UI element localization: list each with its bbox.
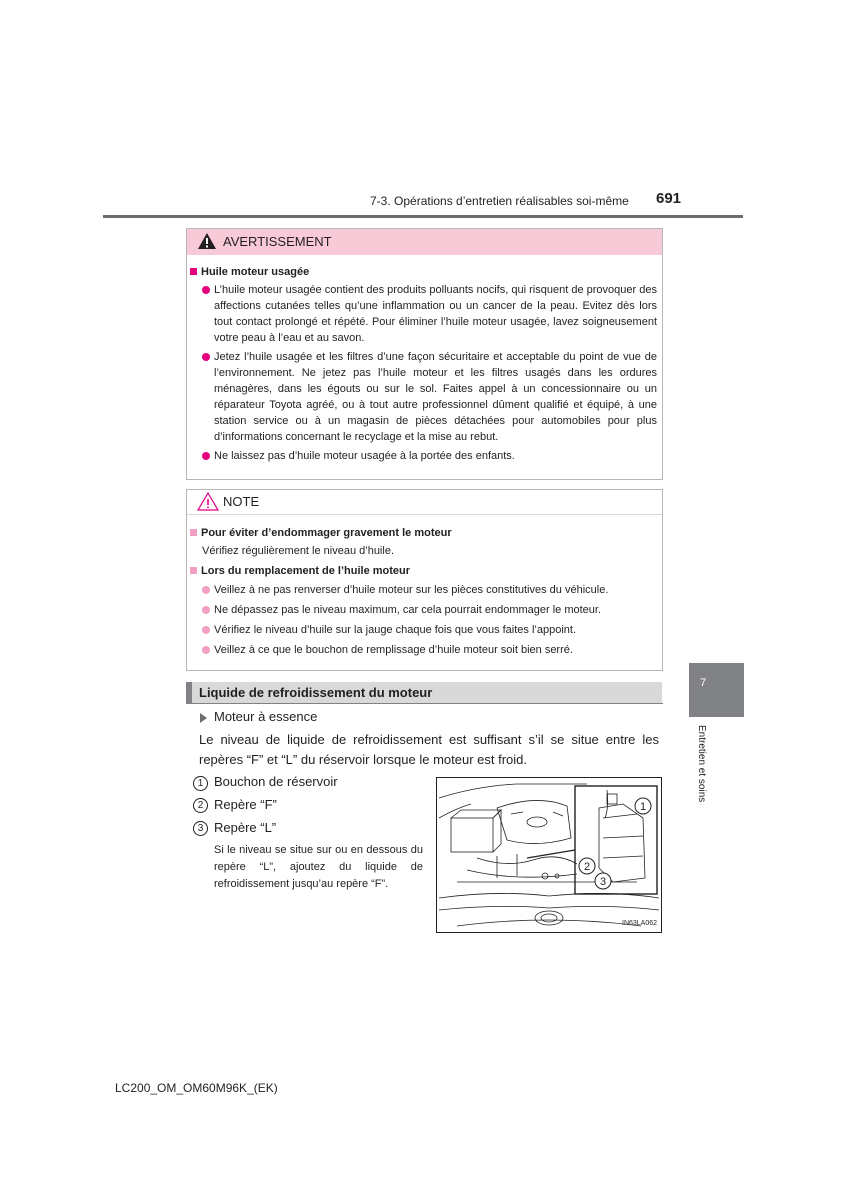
legend-number-3: 3	[193, 821, 208, 836]
legend-label-1: Bouchon de réservoir	[214, 774, 338, 789]
triangle-pointer-icon	[200, 713, 208, 723]
footer-code: LC200_OM_OM60M96K_(EK)	[115, 1081, 278, 1095]
figure-callout-3: 3	[599, 876, 607, 888]
note-bullet-1	[202, 586, 210, 594]
note-bullet-2	[202, 606, 210, 614]
chapter-tab-label: Entretien et soins	[696, 725, 707, 803]
note-subtitle-1: Pour éviter d’endommager gravement le moteur	[201, 527, 452, 539]
warning-bullet-1	[202, 286, 210, 294]
figure-callout-2: 2	[583, 861, 591, 873]
engine-type-label: Moteur à essence	[214, 709, 318, 724]
note-item-2: Ne dépassez pas le niveau maximum, car cela pourrait endommager le moteur.	[214, 604, 602, 616]
warning-item-2: Jetez l’huile usagée et les filtres d’une façon sécuritaire et acceptable du point de vue de l’environnement. Ne jetez pas l’huile moteur et les filtres usagés dans les ordures ménagères, dans les égouts ou sur le sol. Faites appel à un concessionnaire ou un réparateur Toyota agréé, ou à tout autre professionnel dûment qualifié et équipé, à une station service ou à un magasin de pièces détachées pour automobiles pour plus d’informations concernant le recyclage et la mise au rebut.	[214, 351, 657, 443]
warning-item-3: Ne laissez pas d’huile moteur usagée à la portée des enfants.	[214, 450, 515, 462]
refill-instruction: Si le niveau se situe sur ou en dessous du repère “L”, ajoutez du liquide de refroidissement jusqu’au repère “F”.	[214, 844, 423, 890]
caution-triangle-icon	[197, 492, 219, 511]
warning-subtitle: Huile moteur usagée	[201, 266, 310, 278]
legend-label-2: Repère “F”	[214, 797, 277, 812]
legend-number-2: 2	[193, 798, 208, 813]
figure-code: IN63LA062	[622, 920, 658, 927]
note-item-3: Vérifiez le niveau d’huile sur la jauge chaque fois que vous faites l’appoint.	[214, 624, 577, 636]
note-item-4: Veillez à ce que le bouchon de remplissage d’huile moteur soit bien serré.	[214, 644, 573, 656]
legend-number-1: 1	[193, 776, 208, 791]
engine-bay-figure	[436, 777, 662, 933]
engine-bay-illustration	[437, 778, 661, 932]
note-bullet-4	[202, 646, 210, 654]
note-square-bullet-2	[190, 567, 197, 574]
warning-bullet-2	[202, 353, 210, 361]
note-title: NOTE	[223, 494, 260, 509]
warning-bullet-3	[202, 452, 210, 460]
coolant-intro: Le niveau de liquide de refroidissement est suffisant s’il se situe entre les repères “F” et “L” du réservoir lorsque le moteur est froid.	[199, 732, 659, 767]
warning-square-bullet	[190, 268, 197, 275]
chapter-tab-number: 7	[700, 677, 707, 689]
chapter-tab	[689, 663, 744, 717]
section-heading-rule	[186, 703, 663, 704]
warning-title: AVERTISSEMENT	[223, 234, 332, 249]
warning-triangle-icon	[197, 232, 217, 250]
note-square-bullet-1	[190, 529, 197, 536]
note-subtitle-2: Lors du remplacement de l’huile moteur	[201, 565, 411, 577]
section-title: Liquide de refroidissement du moteur	[199, 685, 433, 700]
page-number: 691	[656, 190, 682, 207]
note-bullet-3	[202, 626, 210, 634]
note-item-1: Veillez à ne pas renverser d’huile moteur sur les pièces constitutives du véhicule.	[214, 584, 609, 596]
note-subtitle-1-text: Vérifiez régulièrement le niveau d’huile.	[202, 545, 394, 557]
header-rule	[103, 215, 743, 218]
figure-callout-1: 1	[639, 801, 647, 813]
legend-label-3: Repère “L”	[214, 820, 277, 835]
warning-item-1: L’huile moteur usagée contient des produits polluants nocifs, qui risquent de provoquer des affections cutanées telles qu’une inflammation ou un cancer de la peau. Evitez dès lors tout contact prolongé et répété. Pour éliminer l’huile moteur usagée, lavez soigneusement votre peau à l’eau et au savon.	[214, 284, 657, 344]
running-header-section: 7-3. Opérations d’entretien réalisables soi-même	[370, 194, 629, 208]
